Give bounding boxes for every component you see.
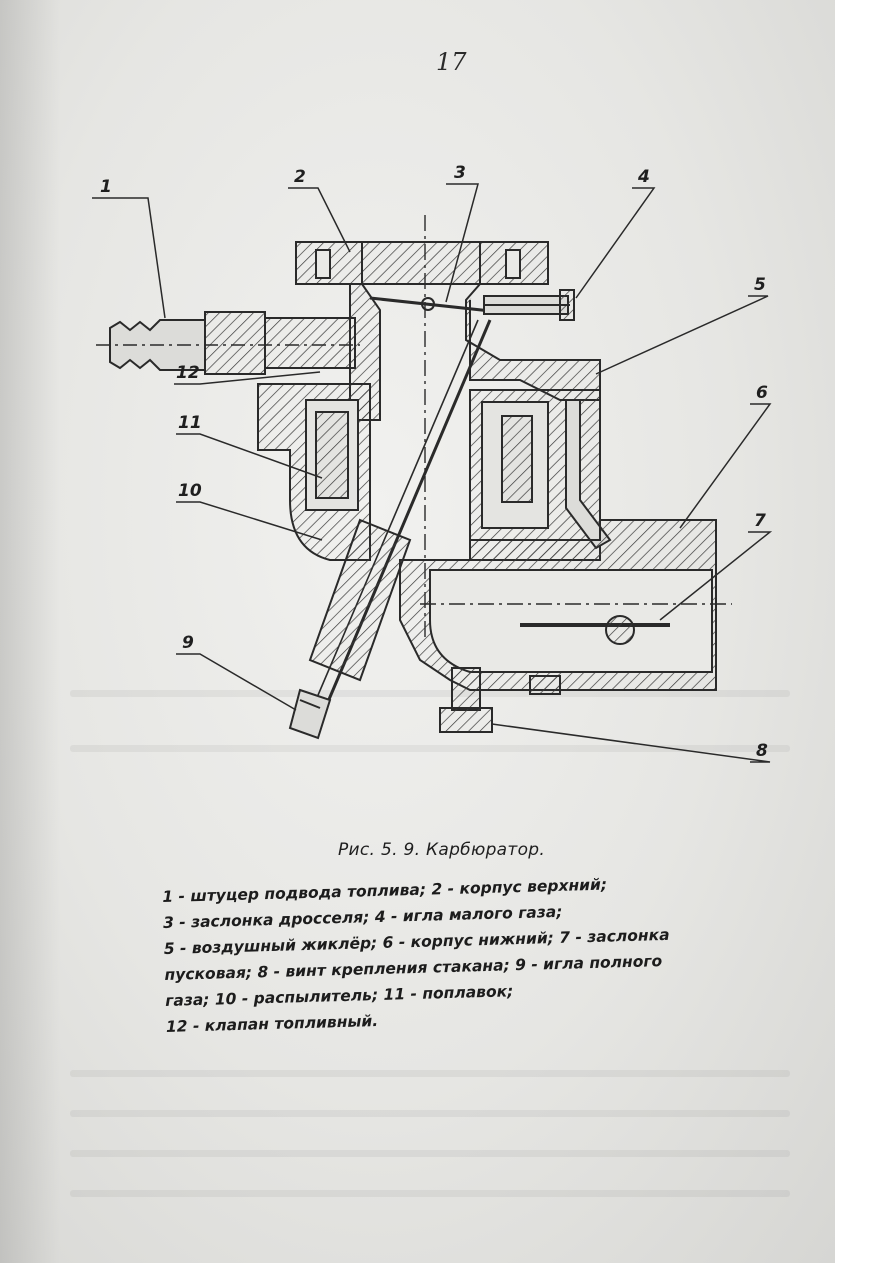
legend-line: газа; 10 - распылитель; 11 - поплавок; [165, 982, 514, 1010]
page-number: 17 [436, 48, 467, 76]
legend-line: пусковая; 8 - винт крепления стакана; 9 - игла полного [164, 952, 663, 984]
callout-2: 2 [294, 167, 306, 187]
legend-line: 1 - штуцер подвода топлива; 2 - корпус верхний; [162, 875, 608, 906]
legend-line: 12 - клапан топливный. [165, 1012, 379, 1036]
callout-3: 3 [454, 163, 466, 183]
upper-flange [296, 242, 548, 284]
idle-needle [484, 290, 574, 320]
bleed-through-text [70, 1070, 790, 1077]
callout-12: 12 [176, 363, 200, 383]
callout-5: 5 [754, 275, 766, 295]
legend-line: 3 - заслонка дросселя; 4 - игла малого газа; [162, 902, 563, 932]
callout-1: 1 [100, 177, 112, 197]
fuel-inlet-fitting [96, 312, 360, 374]
bleed-through-text [70, 1190, 790, 1197]
callout-4: 4 [638, 167, 650, 187]
callout-11: 11 [178, 413, 202, 433]
callout-10: 10 [178, 481, 202, 501]
float-chamber-left [258, 384, 370, 560]
figure-legend [162, 866, 806, 1040]
callout-9: 9 [182, 633, 194, 653]
float-chamber-right [470, 390, 610, 560]
callout-8: 8 [756, 741, 768, 761]
lower-housing [400, 520, 732, 694]
legend-line: 5 - воздушный жиклёр; 6 - корпус нижний; 7 - заслонка [163, 925, 670, 958]
bleed-through-text [70, 1110, 790, 1117]
throttle-valve [370, 298, 500, 312]
callout-7: 7 [754, 511, 766, 531]
callout-6: 6 [756, 383, 768, 403]
bleed-through-text [70, 1150, 790, 1157]
figure-caption: Рис. 5. 9. Карбюратор. [338, 840, 546, 860]
